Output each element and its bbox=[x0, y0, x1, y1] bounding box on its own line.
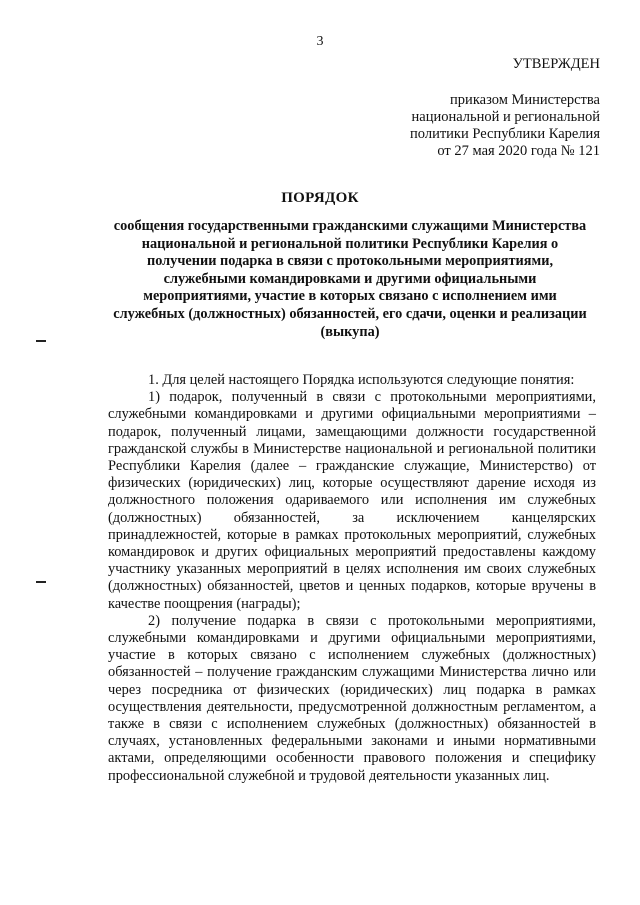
margin-mark bbox=[36, 340, 46, 342]
paragraph-intro: 1. Для целей настоящего Порядка используются следующие понятия: bbox=[148, 372, 575, 388]
paragraph-definition-1: 1) подарок, полученный в связи с протокольными мероприятиями, служебными командировками и другими официальными мероприятиями – подарок, полученный лицами, замещающими должности государственной гражданской службы в Министерстве национальной и региональной политики Республики Карелия (далее – гражданские служащие, Министерство) от физических (юридических) лиц, которые осуществляют дарение исходя из должностного положения одариваемого или исполнения им служебных (должностных) обязанностей, за исключением канцелярских принадлежностей, которые в рамках протокольных мероприятий, служебных командировок и других официальных мероприятий предоставлены каждому участнику указанных мероприятий в целях исполнения им своих служебных (должностных) обязанностей, цветов и ценных подарков, которые вручены в качестве поощрения (награды); bbox=[108, 389, 596, 612]
margin-mark bbox=[36, 581, 46, 583]
document-body bbox=[108, 372, 596, 785]
approval-line: приказом Министерства bbox=[450, 92, 600, 108]
paragraph-definition-2: 2) получение подарка в связи с протокольными мероприятиями, служебными командировками и другими официальными мероприятиями, участие в которых связано с исполнением служебных (должностных) обязанностей – получение гражданским служащими Министерства лично или через посредника от физических (юридических) лиц подарка в рамках осуществления деятельности, предусмотренной должностным регламентом, а также в связи с исполнением служебных (должностных) обязанностей в случаях, установленных федеральными законами и иными нормативными актами, определяющими особенности правового положения и специфику профессиональной служебной и трудовой деятельности указанных лиц. bbox=[108, 612, 596, 784]
approval-line: политики Республики Карелия bbox=[410, 126, 600, 142]
approval-line: от 27 мая 2020 года № 121 bbox=[437, 143, 600, 159]
document-title: ПОРЯДОК bbox=[281, 190, 359, 206]
approval-order-reference bbox=[410, 92, 600, 160]
approval-stamp-heading: УТВЕРЖДЕН bbox=[512, 56, 600, 72]
approval-line: национальной и региональной bbox=[411, 109, 600, 125]
page-number: 3 bbox=[316, 34, 324, 49]
document-subtitle: сообщения государственными гражданскими служащими Министерства национальной и региональной политики Республики Карелия о получении подарка в связи с протокольными мероприятиями, служебными командировками и другими официальными мероприятиями, участие в которых связано с исполнением ими служебных (должностных) обязанностей, его сдачи, оценки и реализации (выкупа) bbox=[113, 218, 587, 340]
